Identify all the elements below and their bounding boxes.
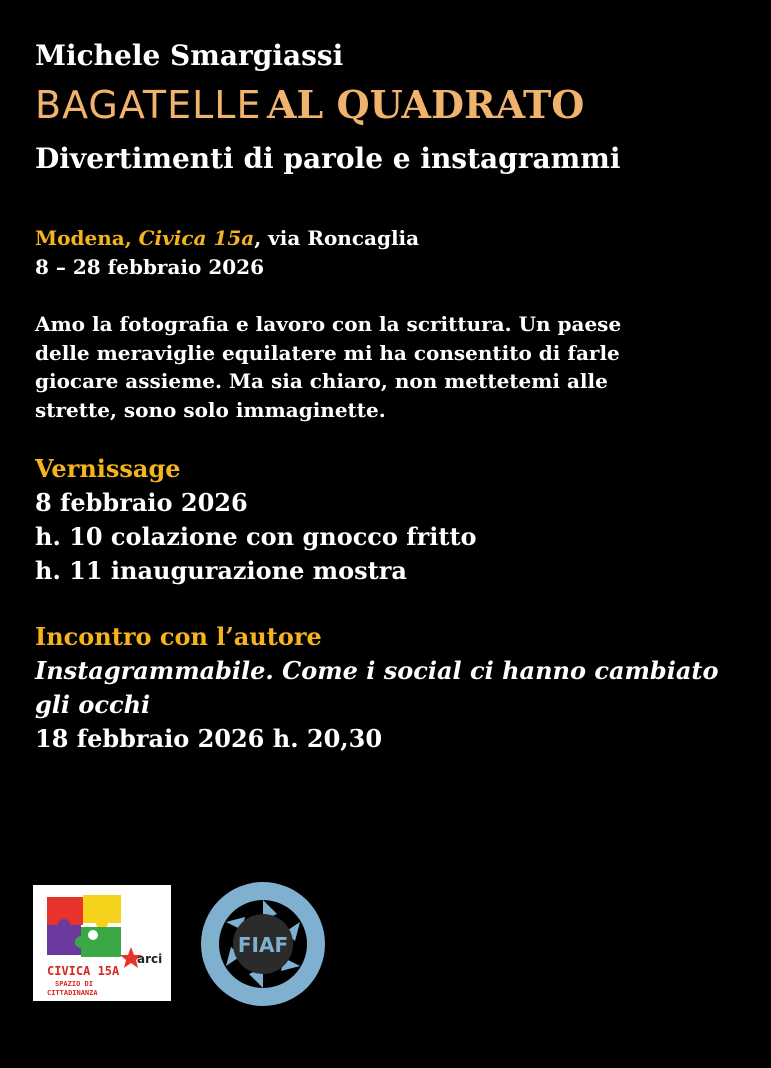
fiaf-logo (199, 880, 327, 1008)
description (35, 310, 735, 424)
author-name: Michele Smargiassi (35, 39, 344, 72)
title-part-bagatelle: BAGATELLE (35, 83, 262, 127)
venue-place: Civica 15a (138, 226, 255, 250)
fiaf-label: FIAF (237, 933, 289, 957)
vernissage-breakfast: h. 10 colazione con gnocco fritto (35, 522, 477, 551)
civica-15a-logo (33, 885, 171, 1001)
vernissage-opening: h. 11 inaugurazione mostra (35, 556, 407, 585)
description-line: delle meraviglie equilatere mi ha consentito di farle (35, 340, 620, 365)
civica-name: CIVICA 15A (47, 964, 120, 978)
venue-line (35, 224, 419, 252)
incontro-title: Instagrammabile. Come i social ci hanno cambiato (35, 656, 719, 685)
description-line: Amo la fotografia e lavoro con la scrittura. Un paese (35, 312, 622, 336)
civica-sub2: CITTADINANZA (47, 989, 98, 997)
venue-address: , via Roncaglia (254, 226, 420, 250)
camera-aperture-icon (199, 880, 327, 1008)
incontro-title-continued: gli occhi (35, 690, 151, 719)
vernissage-heading: Vernissage (35, 454, 181, 483)
exhibition-subtitle: Divertimenti di parole e instagrammi (35, 142, 621, 175)
description-line: giocare assieme. Ma sia chiaro, non mettetemi alle (35, 369, 608, 393)
exhibition-dates: 8 – 28 febbraio 2026 (35, 255, 264, 279)
description-line: strette, sono solo immaginette. (35, 397, 386, 422)
incontro-heading: Incontro con l’autore (35, 622, 322, 651)
arci-label: arci (137, 952, 163, 966)
incontro-date: 18 febbraio 2026 h. 20,30 (35, 724, 383, 753)
vernissage-date: 8 febbraio 2026 (35, 488, 248, 517)
title-part-al-quadrato: AL QUADRATO (267, 82, 585, 127)
exhibition-title (35, 80, 584, 138)
civica-sub1: SPAZIO DI (55, 980, 93, 988)
puzzle-icon (33, 885, 171, 1001)
venue-city: Modena, (35, 226, 132, 250)
